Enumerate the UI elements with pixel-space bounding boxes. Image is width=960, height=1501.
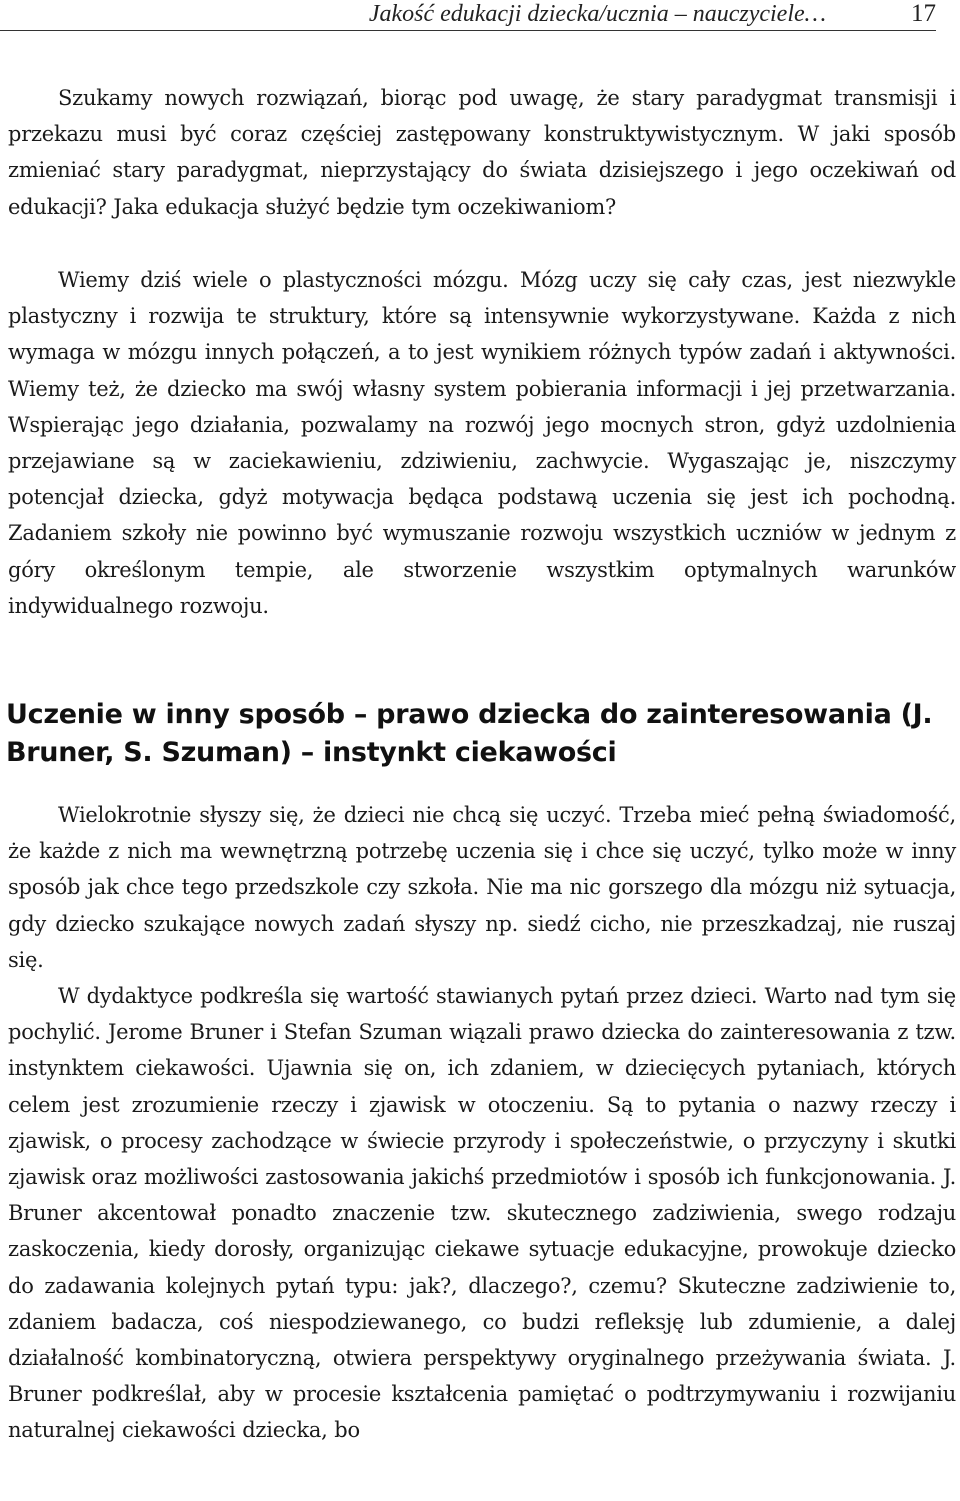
body-paragraph-3: Wielokrotnie słyszy się, że dzieci nie chcą się uczyć. Trzeba mieć pełną świadomość, że każde z nich ma wewnętrzną potrzebę uczenia się i chce się uczyć, tylko może w inny sposób jak chce tego przedszkole czy szkoła. Nie ma nic gorszego dla mózgu niż sytuacja, gdy dziecko szukające nowych zadań słyszy np. siedź cicho, nie przeszkadzaj, nie ruszaj się. (8, 803, 956, 972)
running-header (0, 0, 936, 31)
body-paragraph-4: W dydaktyce podkreśla się wartość stawianych pytań przez dzieci. Warto nad tym się pochylić. Jerome Bruner i Stefan Szuman wiązali prawo dziecka do zainteresowania z tzw. instynktem ciekawości. Ujawnia się on, ich zdaniem, w dziecięcych pytaniach, których celem jest zrozumienie rzeczy i zjawisk w otoczeniu. Są to pytania o nazwy rzeczy i zjawisk, o procesy zachodzące w świecie przyrody i społeczeństwie, o przyczyny i skutki zjawisk oraz możliwości zastosowania jakichś przedmiotów i sposób ich funkcjonowania. J. Bruner akcentował ponadto znaczenie tzw. skutecznego zadziwienia, swego rodzaju zaskoczenia, kiedy dorosły, organizując ciekawe sytuacje edukacyjne, prowokuje dziecko do zadawania kolejnych pytań typu: jak?, dlaczego?, czemu? Skuteczne zadziwienie to, zdaniem badacza, coś niespodziewanego, co budzi refleksję lub zdumienie, a dalej działalność kombinatoryczną, otwiera perspektywy oryginalnego przeżywania świata. J. Bruner podkreślał, aby w procesie kształcenia pamiętać o podtrzymywaniu i rozwijaniu naturalnej ciekawości dziecka, bo (8, 984, 956, 1443)
running-title: Jakość edukacji dziecka/ucznia – nauczyciele… (368, 1, 826, 27)
section-heading: Uczenie w inny sposób – prawo dziecka do zainteresowania (J. Bruner, S. Szuman) – instynkt ciekawości (6, 699, 933, 768)
body-paragraph-1: Szukamy nowych rozwiązań, biorąc pod uwagę, że stary paradygmat transmisji i przekazu musi być coraz częściej zastępowany konstruktywistycznym. W jaki sposób zmieniać stary paradygmat, nieprzystający do świata dzisiejszego i jego oczekiwań od edukacji? Jaka edukacja służyć będzie tym oczekiwaniom? (8, 86, 956, 219)
page-number: 17 (911, 0, 936, 27)
body-paragraph-2: Wiemy dziś wiele o plastyczności mózgu. Mózg uczy się cały czas, jest niezwykle plastyczny i rozwija te struktury, które są intensywnie wykorzystywane. Każda z nich wymaga w mózgu innych połączeń, a to jest wynikiem różnych typów zadań i aktywności. Wiemy też, że dziecko ma swój własny system pobierania informacji i jej przetwarzania. Wspierając jego działania, pozwalamy na rozwój jego mocnych stron, gdyż uzdolnienia przejawiane są w zaciekawieniu, zdziwieniu, zachwycie. Wygaszając je, niszczymy potencjał dziecka, gdyż motywacja będąca podstawą uczenia się jest ich pochodną. Zadaniem szkoły nie powinno być wymuszanie rozwoju wszystkich uczniów w jednym z góry określonym tempie, ale stworzenie wszystkim optymalnych warunków indywidualnego rozwoju. (8, 268, 956, 618)
